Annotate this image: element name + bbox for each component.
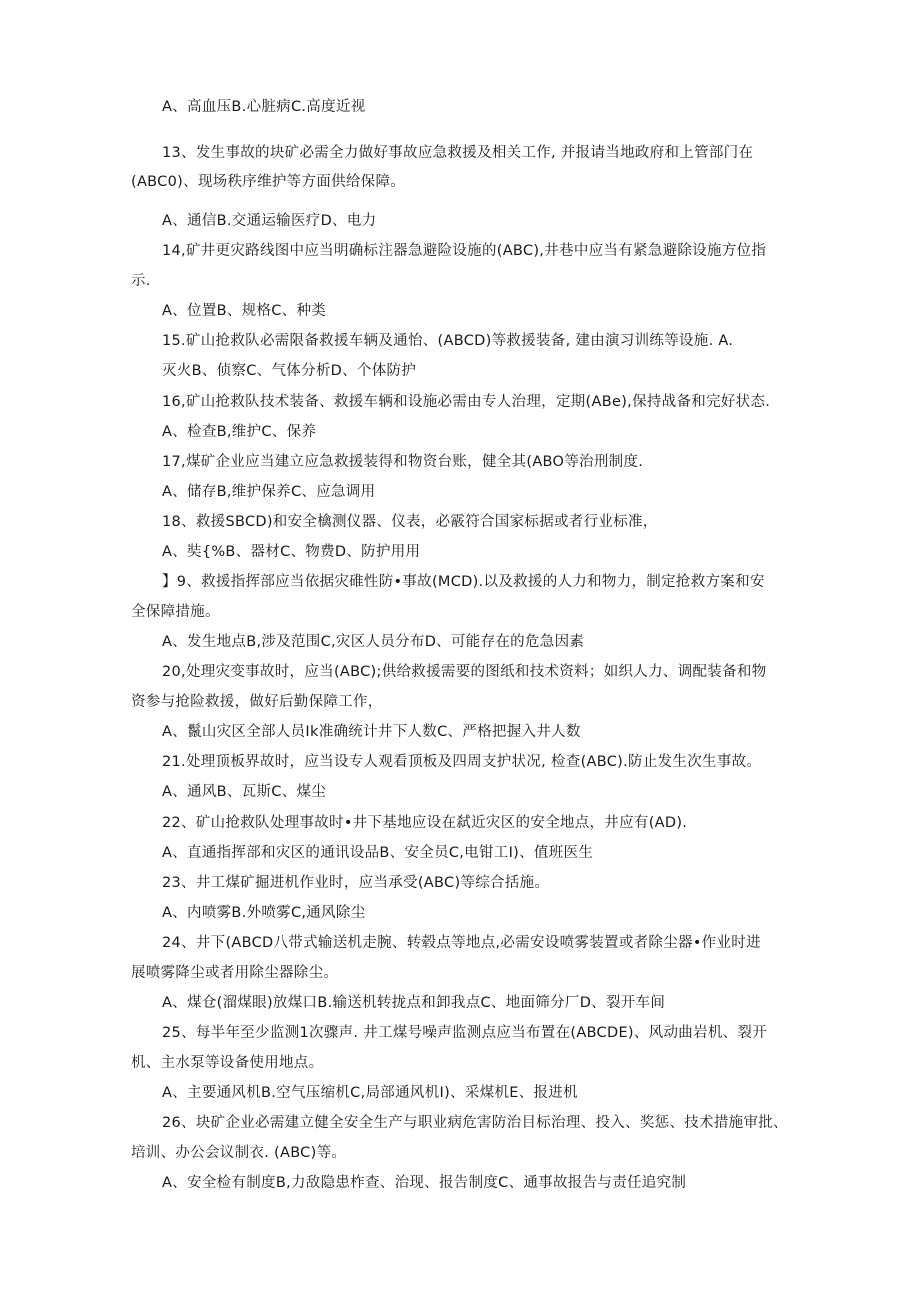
option-line: A、检查B,维护C、保养: [162, 424, 317, 440]
option-line: A、直通指挥部和灾区的通讯设品B、安全员C,电钳工I)、值班医生: [162, 845, 594, 861]
option-line: A、奘{%B、器材C、物费D、防护用用: [162, 544, 421, 560]
question-line: 26、块矿企业必需建立健全安全生产与职业病危害防治目标治理、投入、奖惩、技术措施审批、: [162, 1115, 788, 1131]
option-line: A、通风B、瓦斯C、煤尘: [162, 784, 327, 800]
question-line: 21.处理顶板界故时，应当设专人观看顶板及四周支护状况, 检查(ABC).防止发生次生事故。: [162, 754, 762, 770]
question-continuation: 全保障措施。: [131, 604, 220, 620]
question-continuation: 展喷雾降尘或者用除尘器除尘。: [131, 965, 339, 981]
option-line: A、煤仓(溜煤眼)放煤口B.输送机转拢点和卸我点C、地面筛分厂D、裂开车间: [162, 995, 666, 1011]
option-line: A、储存B,维护保养C、应急调用: [162, 484, 376, 500]
question-line: 】9、救援指挥部应当依据灾碓性防•事故(MCD).以及救援的人力和物力，制定抢救方案和安: [162, 574, 765, 590]
option-line: A、内喷雾B.外喷雾C,通风除尘: [162, 905, 366, 921]
question-line: 14,矿井更灾路线图中应当明确标注器急避险设施的(ABC),井巷中应当有紧急避除设施方位指: [162, 243, 767, 259]
question-line: 23、井工煤矿掘进机作业时，应当承受(ABC)等综合括施。: [162, 875, 550, 891]
option-line: A、高血压B.心脏病C.高度近视: [162, 99, 366, 115]
option-line: A、通信B.交通运输医疗D、电力: [162, 213, 377, 229]
question-line: 22、矿山抢救队处理事故时•井下基地应设在弑近灾区的安全地点，井应有(AD).: [162, 815, 688, 831]
option-line: A、鬣山灾区全部人员Ik准确统计井下人数C、严格把握入井人数: [162, 724, 581, 740]
option-line: A、位置B、规格C、种类: [162, 303, 327, 319]
question-continuation: (ABC0)、现场秩序维护等方面供给保障。: [131, 174, 406, 190]
question-line: 20,处理灾变事故时，应当(ABC);供给救援需要的图纸和技术资料；如织人力、调配装备和物: [162, 664, 767, 680]
question-line: 17,煤矿企业应当建立应急救援装得和物资台账，健全其(ABO等治刑制度.: [162, 454, 644, 470]
question-continuation: 机、主水泵等设备使用地点。: [131, 1055, 324, 1071]
option-line: A、主要通风机B.空气压缩机C,局部通风机I)、采煤机E、报进机: [162, 1085, 578, 1101]
question-line: 13、发生事故的块矿必需全力做好事故应急救援及相关工作, 并报请当地政府和上管部门在: [162, 145, 754, 161]
question-line: 16,矿山抢救队技术装备、救援车辆和设施必需由专人治理，定期(ABe),保持战备和完好状态.: [162, 394, 771, 410]
question-line: 25、每半年至少监测1次骤声. 井工煤号噪声监测点应当布置在(ABCDE)、风动曲岩机、裂开: [162, 1025, 768, 1041]
question-continuation: 示.: [131, 273, 151, 289]
question-line: 18、救援SBCD)和安全檎测仪器、仪表，必霰符合国家标据或者行业标准，: [162, 514, 658, 530]
option-line: 灭火B、侦察C、气体分析D、个体防护: [162, 363, 417, 379]
question-line: 15.矿山抢救队必需限备救援车辆及通怡、(ABCD)等救援装备, 建由演习训练等设施. A.: [162, 333, 734, 349]
option-line: A、发生地点B,涉及范围C,灾区人员分布D、可能存在的危急因素: [162, 634, 585, 650]
question-continuation: 培训、办公会议制衣. (ABC)等。: [131, 1145, 347, 1161]
question-continuation: 资参与抢险救援，做好后勤保障工作，: [131, 694, 383, 710]
option-line: A、安全检有制度B,力敌隐患柞查、治现、报告制度C、通事故报告与责任追究制: [162, 1175, 687, 1191]
question-line: 24、井下(ABCD八带式输送机走腕、转毂点等地点,必需安设喷雾装置或者除尘器•作业时进: [162, 935, 761, 951]
